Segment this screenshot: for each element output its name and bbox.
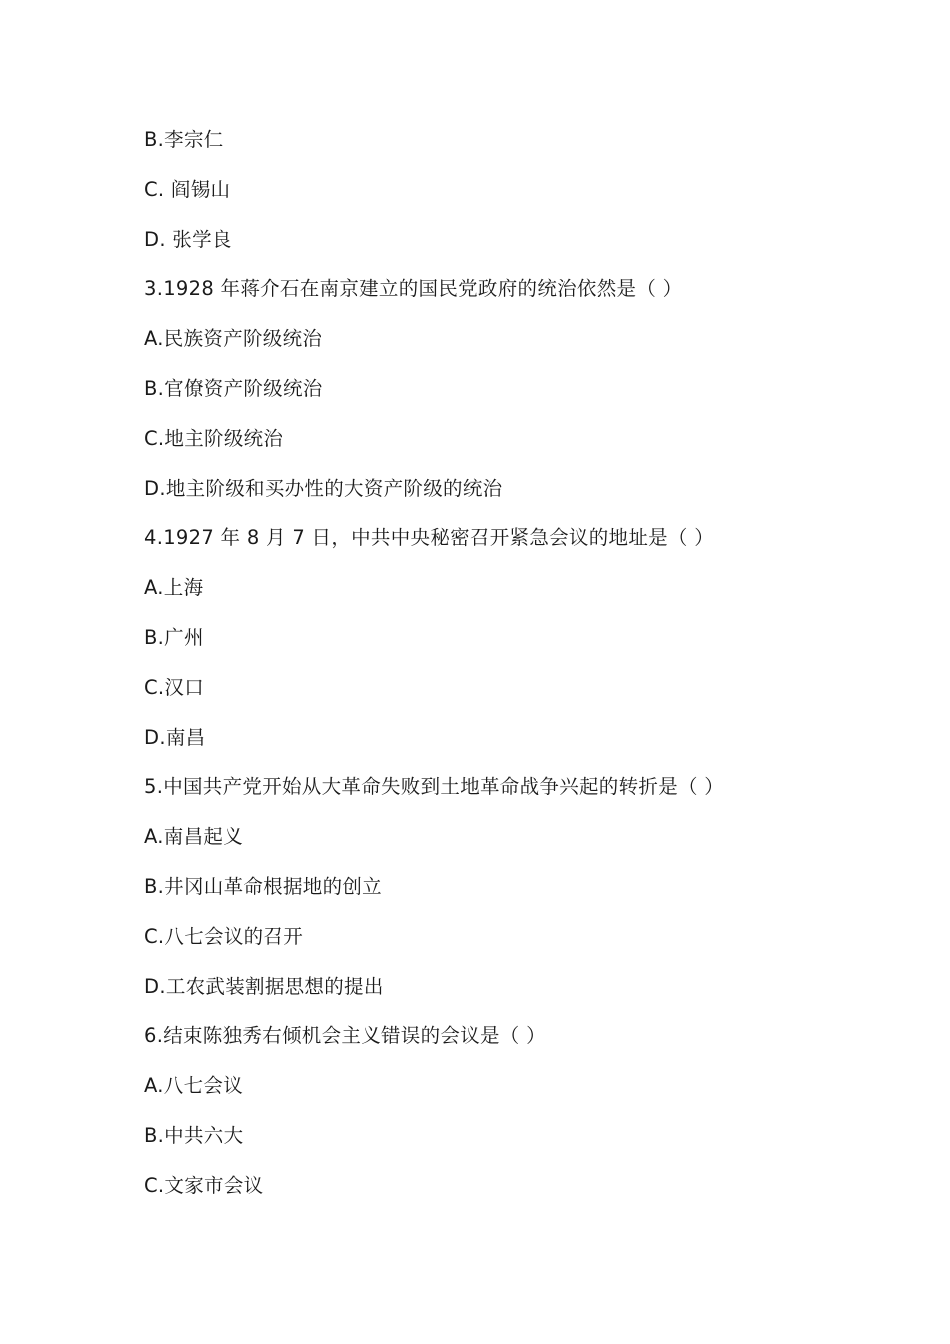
- option-c-yan-xishan: C. 阎锡山: [144, 177, 231, 201]
- question-5-option-b: B.井冈山革命根据地的创立: [144, 874, 382, 898]
- question-6: 6.结束陈独秀右倾机会主义错误的会议是（ ）: [144, 1024, 546, 1048]
- option-b-li-zongren: B.李宗仁: [144, 128, 224, 151]
- question-4-option-b: B.广州: [144, 625, 204, 649]
- question-6-option-c: C.文家市会议: [144, 1173, 264, 1197]
- document-body: [144, 124, 904, 1220]
- question-3-option-a: A.民族资产阶级统治: [144, 327, 323, 351]
- question-5-option-c: C.八七会议的召开: [144, 924, 304, 948]
- question-3-option-c: C.地主阶级统治: [144, 426, 284, 450]
- question-4: 4.1927 年 8 月 7 日，中共中央秘密召开紧急会议的地址是（ ）: [144, 526, 715, 550]
- option-d-zhang-xueliang: D. 张学良: [144, 227, 232, 251]
- question-3-option-b: B.官僚资产阶级统治: [144, 376, 323, 400]
- question-6-option-b: B.中共六大: [144, 1123, 244, 1147]
- question-4-option-d: D.南昌: [144, 725, 206, 749]
- question-4-option-a: A.上海: [144, 576, 204, 600]
- question-4-option-c: C.汉口: [144, 675, 205, 699]
- question-6-option-a: A.八七会议: [144, 1074, 243, 1098]
- question-5-option-a: A.南昌起义: [144, 825, 243, 849]
- question-3-option-d: D.地主阶级和买办性的大资产阶级的统治: [144, 476, 503, 500]
- question-3: 3.1928 年蒋介石在南京建立的国民党政府的统治依然是（ ）: [144, 277, 683, 301]
- question-5: 5.中国共产党开始从大革命失败到土地革命战争兴起的转折是（ ）: [144, 775, 725, 799]
- question-5-option-d: D.工农武装割据思想的提出: [144, 974, 384, 998]
